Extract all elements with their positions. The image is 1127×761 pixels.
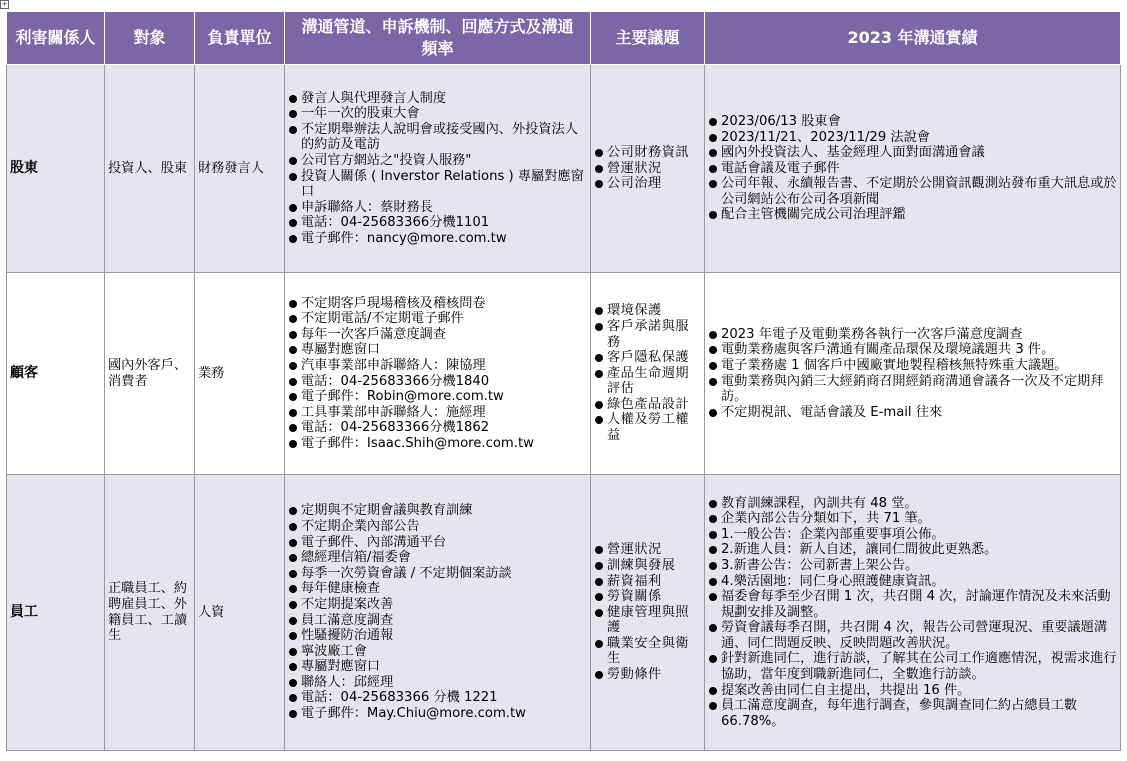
channels-cell [285,273,591,475]
header-target: 對象 [105,12,195,65]
list-item: 環境保護 [594,303,701,319]
list-item: 4.樂活園地：同仁身心照護健康資訊。 [708,574,1117,590]
results-cell [705,475,1121,751]
list-item: 申訴聯絡人：蔡財務長 [288,200,587,216]
issues-cell [591,475,705,751]
list-item: 配合主管機關完成公司治理評鑑 [708,207,1117,223]
channels-cell [285,65,591,273]
unit-cell: 財務發言人 [195,65,285,273]
issues-cell [591,65,705,273]
list-item: 營運狀況 [594,542,701,558]
list-item: 2.新進人員：新人自述，讓同仁間彼此更熟悉。 [708,542,1117,558]
list-item: 國內外投資法人、基金經理人面對面溝通會議 [708,145,1117,161]
list-item: 員工滿意度調查 [288,613,587,629]
list-item: 定期與不定期會議與教育訓練 [288,503,587,519]
table-row-customers [7,273,1121,475]
list-item: 職業安全與衛生 [594,636,701,667]
list-item: 勞資關係 [594,589,701,605]
unit-cell: 業務 [195,273,285,475]
table-row-shareholders [7,65,1121,273]
list-item: 聯絡人：邱經理 [288,675,587,691]
list-item: 教育訓練課程，內訓共有 48 堂。 [708,496,1117,512]
list-item: 企業內部公告分類如下，共 71 筆。 [708,511,1117,527]
list-item: 不定期視訊、電話會議及 E-mail 往來 [708,405,1117,421]
list-item: 2023/06/13 股東會 [708,114,1117,130]
stakeholder-communication-table [6,11,1121,751]
list-item: 2023/11/21、2023/11/29 法說會 [708,130,1117,146]
list-item: 電話：04-25683366分機1862 [288,420,587,436]
header-issues: 主要議題 [591,12,705,65]
list-item: 汽車事業部申訴聯絡人：陳協理 [288,358,587,374]
header-unit: 負責單位 [195,12,285,65]
header-results: 2023 年溝通實績 [705,12,1121,65]
list-item: 電子郵件：Isaac.Shih@more.com.tw [288,436,587,452]
list-item: 公司年報、永續報告書、不定期於公開資訊觀測站發布重大訊息或於公司網站公布公司各項新聞 [708,176,1117,207]
list-item: 客戶承諾與服務 [594,319,701,350]
list-item: 3.新書公告：公司新書上架公告。 [708,558,1117,574]
list-item: 電子郵件：May.Chiu@more.com.tw [288,706,587,722]
list-item: 勞資會議每季召開，共召開 4 次，報告公司營運現況、重要議題溝通、同仁問題反映、反映問題改善狀況。 [708,620,1117,651]
list-item: 提案改善由同仁自主提出，共提出 16 件。 [708,683,1117,699]
document-page [6,11,1120,751]
list-item: 不定期提案改善 [288,597,587,613]
list-item: 電子郵件：nancy@more.com.tw [288,231,587,247]
list-item: 專屬對應窗口 [288,342,587,358]
stakeholder-cell: 顧客 [7,273,105,475]
list-item: 一年一次的股東大會 [288,106,587,122]
list-item: 薪資福利 [594,574,701,590]
list-item: 電子業務處 1 個客戶中國廠實地製程稽核無特殊重大議題。 [708,358,1117,374]
target-cell: 國內外客戶、消費者 [105,273,195,475]
list-item: 電動業務與內銷三大經銷商召開經銷商溝通會議各一次及不定期拜訪。 [708,374,1117,405]
list-item: 每年健康檢查 [288,581,587,597]
issues-cell [591,273,705,475]
list-item: 訓練與發展 [594,558,701,574]
header-stakeholder: 利害關係人 [7,12,105,65]
list-item: 專屬對應窗口 [288,659,587,675]
list-item: 電話：04-25683366分機1101 [288,215,587,231]
results-cell [705,65,1121,273]
list-item: 每年一次客戶滿意度調查 [288,327,587,343]
list-item: 電話：04-25683366分機1840 [288,374,587,390]
list-item: 不定期電話/不定期電子郵件 [288,311,587,327]
list-item: 針對新進同仁，進行訪談，了解其在公司工作適應情況，視需求進行協助，當年度到職新進同仁，全數進行訪談。 [708,651,1117,682]
list-item: 電動業務處與客戶溝通有關產品環保及環境議題共 3 件。 [708,342,1117,358]
channels-cell [285,475,591,751]
list-item: 不定期舉辦法人說明會或接受國內、外投資法人的約訪及電訪 [288,122,587,153]
stakeholder-cell: 員工 [7,475,105,751]
list-item: 公司財務資訊 [594,145,701,161]
list-item: 寧波廠工會 [288,644,587,660]
header-channels: 溝通管道、申訴機制、回應方式及溝通頻率 [285,12,591,65]
list-item: 電話會議及電子郵件 [708,161,1117,177]
unit-cell: 人資 [195,475,285,751]
list-item: 人權及勞工權益 [594,412,701,443]
list-item: 不定期企業內部公告 [288,519,587,535]
target-cell: 正職員工、約聘雇員工、外籍員工、工讀生 [105,475,195,751]
list-item: 發言人與代理發言人制度 [288,91,587,107]
list-item: 電子郵件：Robin@more.com.tw [288,389,587,405]
list-item: 健康管理與照護 [594,605,701,636]
list-item: 總經理信箱/福委會 [288,550,587,566]
stakeholder-cell: 股東 [7,65,105,273]
table-row-employees [7,475,1121,751]
target-cell: 投資人、股東 [105,65,195,273]
list-item: 每季一次勞資會議 / 不定期個案訪談 [288,566,587,582]
list-item: 營運狀況 [594,161,701,177]
list-item: 2023 年電子及電動業務各執行一次客戶滿意度調查 [708,327,1117,343]
list-item: 公司治理 [594,176,701,192]
list-item: 產品生命週期評估 [594,366,701,397]
list-item: 員工滿意度調查，每年進行調查，參與調查同仁約占總員工數 66.78%。 [708,698,1117,729]
table-move-handle-icon[interactable]: + [1,0,8,8]
list-item: 客戶隱私保護 [594,350,701,366]
list-item: 福委會每季至少召開 1 次，共召開 4 次，討論運作情況及未來活動規劃安排及調整。 [708,589,1117,620]
results-cell [705,273,1121,475]
list-item: 1.一般公告：企業內部重要事項公佈。 [708,527,1117,543]
list-item: 不定期客戶現場稽核及稽核問卷 [288,296,587,312]
list-item: 工具事業部申訴聯絡人：施經理 [288,405,587,421]
list-item: 電話：04-25683366 分機 1221 [288,690,587,706]
table-header-row [7,12,1121,65]
list-item: 勞動條件 [594,667,701,683]
list-item: 公司官方網站之"投資人服務" [288,153,587,169]
list-item: 電子郵件、內部溝通平台 [288,535,587,551]
list-item: 性騷擾防治通報 [288,628,587,644]
list-item: 綠色產品設計 [594,397,701,413]
list-item: 投資人關係 ( Inverstor Relations ) 專屬對應窗口 [288,169,587,200]
